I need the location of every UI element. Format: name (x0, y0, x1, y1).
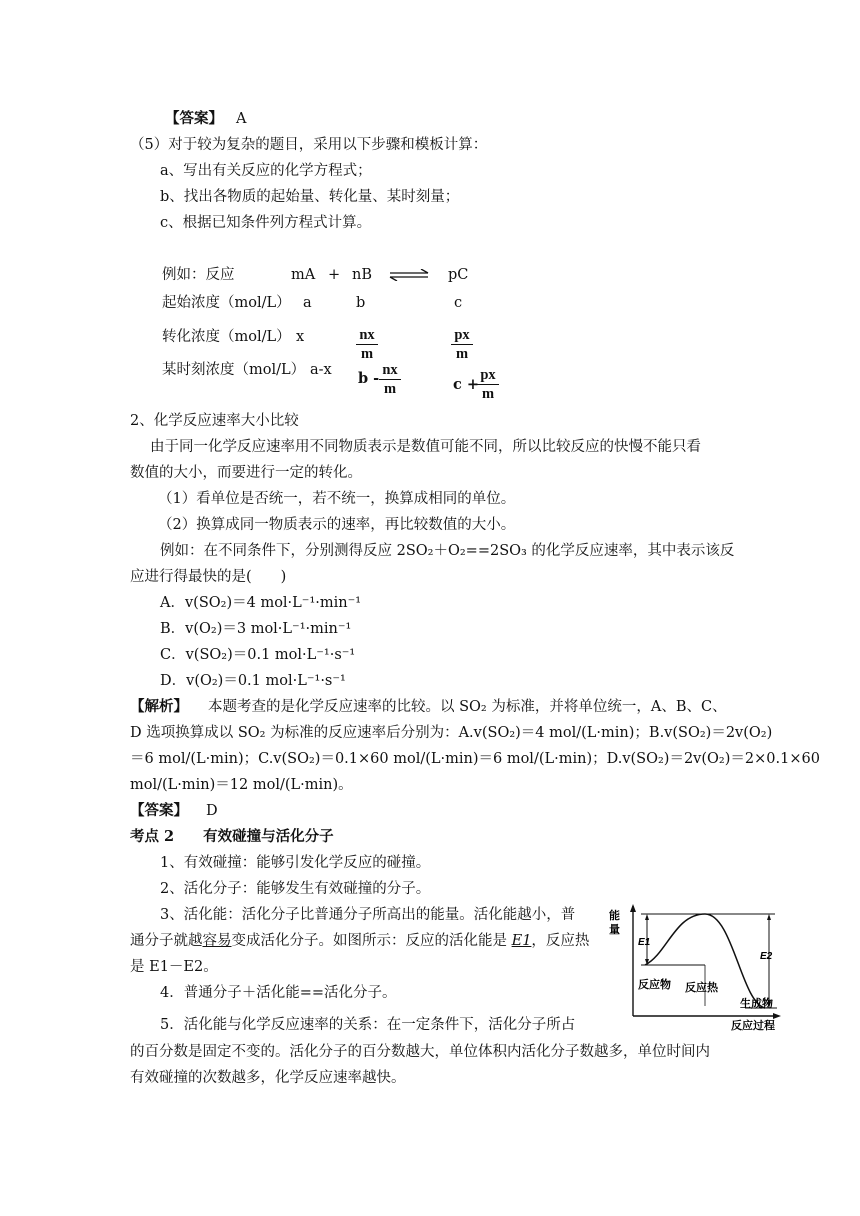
e1-symbol: E1 (511, 933, 532, 949)
option-a: A．v(SO₂)＝4 mol·L⁻¹·min⁻¹ (160, 595, 362, 611)
e2-label: E2 (760, 951, 773, 962)
answer-label: 【答案】 (165, 110, 223, 127)
x-axis-arrow-icon (773, 1013, 781, 1019)
section2-point2: （2）换算成同一物质表示的速率，再比较数值的大小。 (158, 517, 516, 533)
b-minus: b - (358, 370, 380, 387)
numerator: nx (379, 361, 401, 380)
fraction-nx-m (356, 326, 378, 363)
heat-label: 反应热 (685, 982, 718, 994)
e2-arrow-up-icon (767, 914, 771, 920)
section3-item5-line1: 5．活化能与化学反应速率的关系：在一定条件下，活化分子所占 (160, 1017, 576, 1033)
denominator: m (481, 386, 495, 402)
products-label: 生成物 (740, 998, 773, 1010)
numerator: px (451, 326, 473, 345)
equilibrium-arrow-icon (388, 269, 430, 281)
section3-item1: 1、有效碰撞：能够引发化学反应的碰撞。 (160, 855, 431, 871)
section3-item3-line1: 3、活化能：活化分子比普通分子所高出的能量。活化能越小，普 (160, 907, 576, 923)
section2-heading: 2、化学反应速率大小比较 (130, 413, 299, 429)
denominator: m (383, 381, 397, 397)
section3-item5-line3: 有效碰撞的次数越多，化学反应速率越快。 (130, 1070, 406, 1086)
answer-label-2: 【答案】 (130, 802, 188, 819)
start-a: a (303, 295, 312, 311)
step-a: a、写出有关反应的化学方程式； (160, 163, 372, 179)
row-start-label: 起始浓度（mol/L） (162, 295, 291, 311)
step5-title: （5）对于较为复杂的题目，采用以下步骤和模板计算： (130, 137, 488, 153)
c-plus: c + (453, 376, 480, 393)
start-c: c (454, 295, 463, 311)
section2-para1-line2: 数值的大小，而要进行一定的转化。 (130, 465, 362, 481)
section3-item2: 2、活化分子：能够发生有效碰撞的分子。 (160, 881, 431, 897)
row-moment-label: 某时刻浓度（mol/L） (162, 362, 306, 378)
text-segment: 通分子就越 (130, 933, 203, 949)
denominator: m (360, 346, 374, 362)
plus-sign: + (328, 267, 341, 283)
numerator: nx (356, 326, 378, 345)
section3-item4: 4．普通分子＋活化能==活化分子。 (160, 985, 397, 1001)
section3-item3-line2 (130, 931, 589, 951)
underlined-word: 容易 (202, 933, 232, 949)
option-b: B．v(O₂)＝3 mol·L⁻¹·min⁻¹ (160, 621, 352, 637)
row-change-label: 转化浓度（mol/L） (162, 329, 291, 345)
x-label: 反应过程 (731, 1020, 775, 1032)
denominator: m (455, 346, 469, 362)
step-b: b、找出各物质的起始量、转化量、某时刻量； (160, 189, 460, 205)
text-segment: 变成活化分子。如图所示：反应的活化能是 (231, 933, 512, 949)
start-b: b (356, 295, 366, 311)
change-a: x (296, 329, 305, 345)
e1-arrow-up-icon (645, 914, 649, 920)
fraction-nx-m-2 (379, 361, 401, 398)
y-label-1: 能 (609, 910, 620, 922)
answer-value: A (236, 111, 247, 127)
example-line1: 例如：在不同条件下，分别测得反应 2SO₂＋O₂==2SO₃ 的化学反应速率，其中表示该反 (160, 543, 735, 559)
y-label-2: 量 (609, 924, 620, 936)
analysis-label: 【解析】 (130, 698, 188, 715)
section2-para1-line1: 由于同一化学反应速率用不同物质表示是数值可能不同，所以比较反应的快慢不能只看 (150, 439, 701, 455)
text-segment: ，反应热 (531, 933, 590, 949)
step-c: c、根据已知条件列方程式计算。 (160, 215, 372, 231)
section3-item3-line3: 是 E1－E2。 (130, 959, 218, 975)
analysis-line3: ＝6 mol/(L·min)；C.v(SO₂)＝0.1×60 mol/(L·min)＝6 mol/(L·min)；D.v(SO₂)＝2v(O₂)＝2×0.1×60 (130, 751, 820, 767)
analysis-line1: 本题考查的是化学反应速率的比较。以 SO₂ 为标准，并将单位统一，A、B、C、 (208, 699, 727, 715)
section3-item5-line2: 的百分数是固定不变的。活化分子的百分数越大，单位体积内活化分子数越多，单位时间内 (130, 1044, 710, 1060)
moment-a: a-x (310, 362, 332, 378)
product-pC: pC (448, 267, 469, 283)
answer-value-2: D (206, 803, 218, 819)
numerator: px (477, 366, 499, 385)
section2-point1: （1）看单位是否统一，若不统一，换算成相同的单位。 (158, 491, 516, 507)
e1-label: E1 (638, 937, 651, 948)
fraction-px-m-2 (477, 366, 499, 403)
option-d: D．v(O₂)＝0.1 mol·L⁻¹·s⁻¹ (160, 673, 346, 689)
reactant-mA: mA (291, 267, 316, 283)
reactant-nB: nB (352, 267, 372, 283)
energy-diagram (605, 902, 785, 1032)
example-label: 例如：反应 (162, 267, 235, 283)
fraction-px-m (451, 326, 473, 363)
analysis-line2: D 选项换算成以 SO₂ 为标准的反应速率后分别为：A.v(SO₂)＝4 mol/(L·min)；B.v(SO₂)＝2v(O₂) (130, 725, 773, 741)
reactants-label: 反应物 (638, 979, 671, 991)
y-axis-arrow-icon (630, 904, 636, 912)
analysis-line4: mol/(L·min)＝12 mol/(L·min)。 (130, 777, 353, 793)
example-line2: 应进行得最快的是( ) (130, 569, 287, 585)
section3-heading: 考点 2 有效碰撞与活化分子 (130, 828, 334, 845)
option-c: C．v(SO₂)＝0.1 mol·L⁻¹·s⁻¹ (160, 647, 356, 663)
